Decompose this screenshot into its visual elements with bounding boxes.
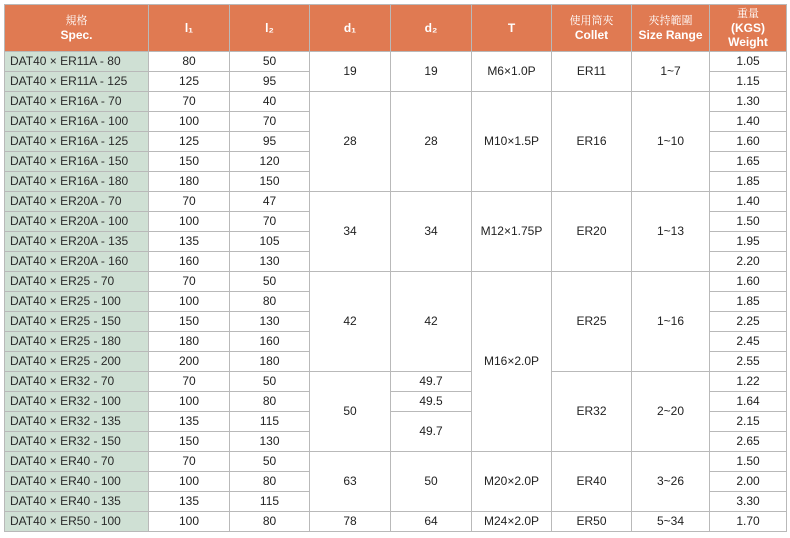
l2-cell: 50 xyxy=(230,452,310,472)
header-collet xyxy=(552,5,632,52)
d2-cell: 34 xyxy=(391,192,472,272)
header-collet-zh: 使用筒夾 xyxy=(569,15,614,27)
collet-cell: ER16 xyxy=(552,92,632,192)
header-range-zh: 夾持範圍 xyxy=(648,15,693,27)
l2-cell: 80 xyxy=(230,472,310,492)
l2-cell: 160 xyxy=(230,332,310,352)
l2-cell: 50 xyxy=(230,272,310,292)
weight-cell: 1.95 xyxy=(710,232,787,252)
table-row xyxy=(5,512,787,532)
spec-cell: DAT40 × ER32 - 100 xyxy=(5,392,149,412)
spec-cell: DAT40 × ER40 - 70 xyxy=(5,452,149,472)
collet-cell: ER11 xyxy=(552,52,632,92)
weight-cell: 1.50 xyxy=(710,452,787,472)
l1-cell: 70 xyxy=(149,92,230,112)
table-row xyxy=(5,372,787,392)
l2-cell: 80 xyxy=(230,292,310,312)
spec-cell: DAT40 × ER20A - 160 xyxy=(5,252,149,272)
l1-cell: 100 xyxy=(149,392,230,412)
weight-cell: 2.15 xyxy=(710,412,787,432)
l2-cell: 130 xyxy=(230,312,310,332)
collet-cell: ER40 xyxy=(552,452,632,512)
header-spec xyxy=(5,5,149,52)
l2-cell: 50 xyxy=(230,52,310,72)
collet-cell: ER25 xyxy=(552,272,632,372)
spec-cell: DAT40 × ER40 - 100 xyxy=(5,472,149,492)
l1-cell: 135 xyxy=(149,492,230,512)
d1-cell: 19 xyxy=(310,52,391,92)
l2-cell: 70 xyxy=(230,212,310,232)
l2-cell: 95 xyxy=(230,72,310,92)
weight-cell: 2.45 xyxy=(710,332,787,352)
weight-cell: 1.85 xyxy=(710,172,787,192)
weight-cell: 1.60 xyxy=(710,272,787,292)
header-weight-en: Weight xyxy=(728,35,768,49)
spec-cell: DAT40 × ER11A - 80 xyxy=(5,52,149,72)
weight-cell: 1.85 xyxy=(710,292,787,312)
size-range-cell: 1~10 xyxy=(632,92,710,192)
weight-cell: 1.60 xyxy=(710,132,787,152)
l1-cell: 180 xyxy=(149,172,230,192)
weight-cell: 1.15 xyxy=(710,72,787,92)
l2-cell: 50 xyxy=(230,372,310,392)
header-d2 xyxy=(391,5,472,52)
d2-cell: 49.7 xyxy=(391,412,472,452)
spec-cell: DAT40 × ER16A - 100 xyxy=(5,112,149,132)
l2-cell: 120 xyxy=(230,152,310,172)
spec-table xyxy=(4,4,787,532)
spec-cell: DAT40 × ER16A - 180 xyxy=(5,172,149,192)
weight-cell: 1.05 xyxy=(710,52,787,72)
thread-cell: M6×1.0P xyxy=(472,52,552,92)
header-d1-label: d₁ xyxy=(343,21,357,35)
d2-cell: 19 xyxy=(391,52,472,92)
size-range-cell: 1~7 xyxy=(632,52,710,92)
weight-cell: 2.25 xyxy=(710,312,787,332)
weight-cell: 1.65 xyxy=(710,152,787,172)
spec-cell: DAT40 × ER32 - 150 xyxy=(5,432,149,452)
collet-cell: ER32 xyxy=(552,372,632,452)
header-d1 xyxy=(310,5,391,52)
l2-cell: 150 xyxy=(230,172,310,192)
spec-cell: DAT40 × ER25 - 200 xyxy=(5,352,149,372)
header-range-en: Size Range xyxy=(638,28,703,42)
spec-cell: DAT40 × ER11A - 125 xyxy=(5,72,149,92)
header-weight-unit: (KGS) xyxy=(731,21,765,35)
header-collet-en: Collet xyxy=(574,28,609,42)
d2-cell: 28 xyxy=(391,92,472,192)
l2-cell: 95 xyxy=(230,132,310,152)
l1-cell: 70 xyxy=(149,272,230,292)
spec-cell: DAT40 × ER16A - 70 xyxy=(5,92,149,112)
table-row xyxy=(5,452,787,472)
size-range-cell: 5~34 xyxy=(632,512,710,532)
l1-cell: 135 xyxy=(149,412,230,432)
weight-cell: 2.20 xyxy=(710,252,787,272)
l1-cell: 70 xyxy=(149,192,230,212)
l2-cell: 47 xyxy=(230,192,310,212)
weight-cell: 1.30 xyxy=(710,92,787,112)
thread-cell: M24×2.0P xyxy=(472,512,552,532)
weight-cell: 2.55 xyxy=(710,352,787,372)
header-weight-zh: 重量 xyxy=(737,8,759,20)
spec-cell: DAT40 × ER25 - 150 xyxy=(5,312,149,332)
weight-cell: 2.65 xyxy=(710,432,787,452)
l2-cell: 115 xyxy=(230,412,310,432)
thread-cell: M16×2.0P xyxy=(472,272,552,452)
l1-cell: 100 xyxy=(149,212,230,232)
d1-cell: 34 xyxy=(310,192,391,272)
spec-cell: DAT40 × ER40 - 135 xyxy=(5,492,149,512)
d2-cell: 49.5 xyxy=(391,392,472,412)
spec-cell: DAT40 × ER32 - 135 xyxy=(5,412,149,432)
d1-cell: 28 xyxy=(310,92,391,192)
weight-cell: 1.50 xyxy=(710,212,787,232)
weight-cell: 1.64 xyxy=(710,392,787,412)
header-spec-en: Spec. xyxy=(60,28,93,42)
header-l1 xyxy=(149,5,230,52)
weight-cell: 3.30 xyxy=(710,492,787,512)
l1-cell: 135 xyxy=(149,232,230,252)
size-range-cell: 2~20 xyxy=(632,372,710,452)
spec-cell: DAT40 × ER25 - 180 xyxy=(5,332,149,352)
l2-cell: 115 xyxy=(230,492,310,512)
spec-cell: DAT40 × ER32 - 70 xyxy=(5,372,149,392)
d2-cell: 49.7 xyxy=(391,372,472,392)
table-row xyxy=(5,92,787,112)
weight-cell: 2.00 xyxy=(710,472,787,492)
d1-cell: 42 xyxy=(310,272,391,372)
l1-cell: 160 xyxy=(149,252,230,272)
l1-cell: 150 xyxy=(149,432,230,452)
d2-cell: 64 xyxy=(391,512,472,532)
table-row xyxy=(5,272,787,292)
spec-cell: DAT40 × ER20A - 135 xyxy=(5,232,149,252)
weight-cell: 1.40 xyxy=(710,112,787,132)
l1-cell: 125 xyxy=(149,72,230,92)
header-row xyxy=(5,5,787,52)
table-row xyxy=(5,192,787,212)
l1-cell: 100 xyxy=(149,112,230,132)
table-row xyxy=(5,52,787,72)
d1-cell: 78 xyxy=(310,512,391,532)
d2-cell: 42 xyxy=(391,272,472,372)
collet-cell: ER20 xyxy=(552,192,632,272)
l2-cell: 130 xyxy=(230,252,310,272)
size-range-cell: 1~13 xyxy=(632,192,710,272)
weight-cell: 1.40 xyxy=(710,192,787,212)
header-l2-label: l₂ xyxy=(265,21,274,35)
l1-cell: 180 xyxy=(149,332,230,352)
spec-cell: DAT40 × ER25 - 70 xyxy=(5,272,149,292)
l2-cell: 40 xyxy=(230,92,310,112)
l1-cell: 70 xyxy=(149,372,230,392)
l2-cell: 180 xyxy=(230,352,310,372)
l1-cell: 125 xyxy=(149,132,230,152)
header-spec-zh: 規格 xyxy=(65,15,88,27)
header-t-label: T xyxy=(507,21,516,35)
weight-cell: 1.22 xyxy=(710,372,787,392)
spec-cell: DAT40 × ER20A - 100 xyxy=(5,212,149,232)
l1-cell: 70 xyxy=(149,452,230,472)
l1-cell: 150 xyxy=(149,312,230,332)
size-range-cell: 3~26 xyxy=(632,452,710,512)
collet-cell: ER50 xyxy=(552,512,632,532)
l2-cell: 80 xyxy=(230,512,310,532)
d2-cell: 50 xyxy=(391,452,472,512)
l1-cell: 100 xyxy=(149,292,230,312)
header-d2-label: d₂ xyxy=(424,21,438,35)
l1-cell: 100 xyxy=(149,472,230,492)
l1-cell: 80 xyxy=(149,52,230,72)
l2-cell: 80 xyxy=(230,392,310,412)
header-l2 xyxy=(230,5,310,52)
l1-cell: 150 xyxy=(149,152,230,172)
l1-cell: 200 xyxy=(149,352,230,372)
spec-cell: DAT40 × ER16A - 125 xyxy=(5,132,149,152)
l2-cell: 130 xyxy=(230,432,310,452)
header-weight xyxy=(710,5,787,52)
spec-cell: DAT40 × ER25 - 100 xyxy=(5,292,149,312)
spec-cell: DAT40 × ER16A - 150 xyxy=(5,152,149,172)
d1-cell: 63 xyxy=(310,452,391,512)
header-l1-label: l₁ xyxy=(184,21,194,35)
spec-cell: DAT40 × ER20A - 70 xyxy=(5,192,149,212)
header-size-range xyxy=(632,5,710,52)
spec-cell: DAT40 × ER50 - 100 xyxy=(5,512,149,532)
d1-cell: 50 xyxy=(310,372,391,452)
size-range-cell: 1~16 xyxy=(632,272,710,372)
weight-cell: 1.70 xyxy=(710,512,787,532)
l2-cell: 70 xyxy=(230,112,310,132)
thread-cell: M12×1.75P xyxy=(472,192,552,272)
l2-cell: 105 xyxy=(230,232,310,252)
l1-cell: 100 xyxy=(149,512,230,532)
thread-cell: M20×2.0P xyxy=(472,452,552,512)
header-t xyxy=(472,5,552,52)
thread-cell: M10×1.5P xyxy=(472,92,552,192)
